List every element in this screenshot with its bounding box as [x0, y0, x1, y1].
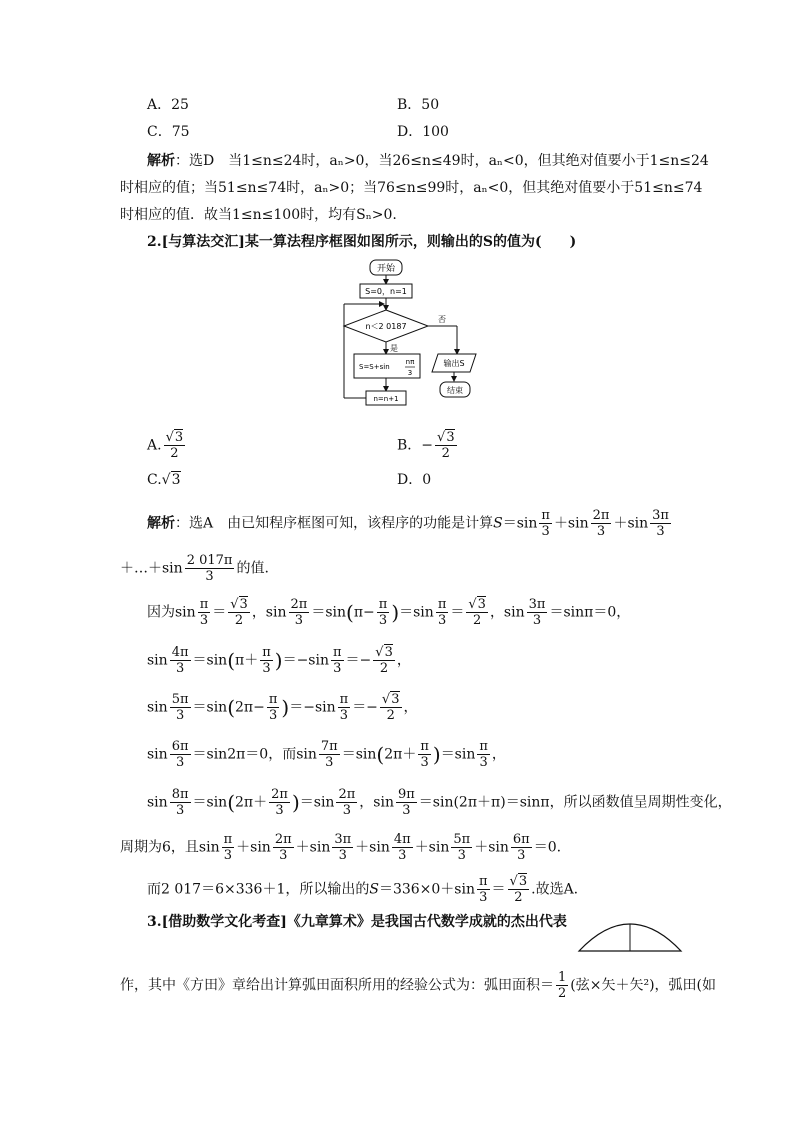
q2-conclusion: 而2 017＝6×336＋1，所以输出的S＝336×0＋sin $\frac{\pi}{3}$ ＝ $\frac{√3}{2}$ .故选A.: [147, 874, 579, 905]
q2-analysis-line-1: 解析：选A 由已知程序框图可知，该程序的功能是计算S＝sin $\frac{\pi}{3}$ ＋sin $\frac{2\pi}{3}$ ＋sin $\frac{3\pi}{3}$: [147, 508, 669, 539]
derivation-line-5: sin $\frac{8\pi}{3}$ ＝sin(2π＋ $\frac{2\pi}{3}$ )＝sin $\frac{2\pi}{3}$ ，sin $\frac{9\pi}{3}$ ＝sin(2π＋π)＝sinπ，所以函数值呈周期性变化，: [147, 787, 732, 818]
arc-field-figure: [575, 905, 685, 955]
q2-analysis-line-2: ＋…＋sin $\frac{2 017\pi}{3}$ 的值.: [120, 553, 269, 584]
q1-analysis-line-1: 解析：选D 当1≤n≤24时，aₙ>0，当26≤n≤49时，aₙ<0，但其绝对值要小于1≤n≤24: [147, 153, 709, 169]
svg-text:3: 3: [407, 369, 413, 377]
q2-option-a: A. $\frac{√3}{2}$: [147, 430, 184, 461]
q3-line-1: 3.[借助数学文化考查]《九章算术》是我国古代数学成就的杰出代表: [147, 914, 567, 930]
flowchart-start-label: 开始: [376, 264, 396, 274]
analysis-label: 解析: [147, 153, 175, 169]
q1-option-a: A．25: [147, 97, 189, 113]
q2-option-d: D．0: [397, 472, 432, 488]
derivation-line-6: 周期为6，且sin $\frac{\pi}{3}$ ＋sin $\frac{2\pi}{3}$ ＋sin $\frac{3\pi}{3}$ ＋sin $\frac{4\pi}{3}$ ＋sin $\frac{5\pi}{3}$ ＋sin $\frac{6\pi}{3}$ ＝0.: [120, 832, 562, 863]
q2-option-c: C.√3: [147, 472, 181, 488]
q1-option-b: B．50: [397, 97, 440, 113]
flowchart-condition-label: n＜2 0187: [365, 322, 407, 331]
derivation-line-2: sin $\frac{4\pi}{3}$ ＝sin(π＋ $\frac{\pi}{3}$ )＝−sin $\frac{\pi}{3}$ ＝− $\frac{√3}{2}$ ，: [147, 645, 411, 676]
q1-option-d: D．100: [397, 124, 449, 140]
svg-text:nπ: nπ: [405, 358, 415, 366]
derivation-line-1: 因为sin $\frac{\pi}{3}$ ＝ $\frac{√3}{2}$ ，sin $\frac{2\pi}{3}$ ＝sin(π− $\frac{\pi}{3}$ )＝sin $\frac{\pi}{3}$ ＝ $\frac{√3}{2}$ ，sin $\frac{3\pi}{3}$ ＝sinπ＝0，: [147, 597, 631, 628]
q2-question: 2.[与算法交汇]某一算法程序框图如图所示，则输出的S的值为( ): [147, 234, 577, 250]
derivation-line-4: sin $\frac{6\pi}{3}$ ＝sin2π＝0，而sin $\frac{7\pi}{3}$ ＝sin(2π＋ $\frac{\pi}{3}$ )＝sin $\frac{\pi}{3}$ ，: [147, 739, 506, 770]
q1-analysis-line-3: 时相应的值．故当1≤n≤100时，均有Sₙ>0.: [120, 207, 397, 223]
flowchart-init-label: S=0，n=1: [365, 287, 407, 296]
flowchart-increment-label: n=n+1: [373, 395, 399, 403]
flowchart-no-label: 否: [438, 315, 446, 324]
flowchart-yes-label: 是: [390, 344, 398, 353]
flowchart-update-label: S=S+sin: [359, 363, 390, 371]
flowchart: [330, 256, 490, 416]
flowchart-end-label: 结束: [447, 386, 463, 395]
q1-analysis-line-2: 时相应的值；当51≤n≤74时，aₙ>0；当76≤n≤99时，aₙ<0，但其绝对值要小于51≤n≤74: [120, 180, 703, 196]
derivation-line-3: sin $\frac{5\pi}{3}$ ＝sin(2π− $\frac{\pi}{3}$ )＝−sin $\frac{\pi}{3}$ ＝− $\frac{√3}{2}$ ，: [147, 692, 418, 723]
q2-option-b: B．− $\frac{√3}{2}$: [397, 430, 455, 461]
q3-line-2: 作，其中《方田》章给出计算弧田面积所用的经验公式为：弧田面积＝ $\frac{1}{2}$ (弦×矢＋矢²)，弧田(如: [120, 970, 717, 1001]
q1-option-c: C．75: [147, 124, 190, 140]
flowchart-output-label: 输出S: [443, 359, 465, 368]
